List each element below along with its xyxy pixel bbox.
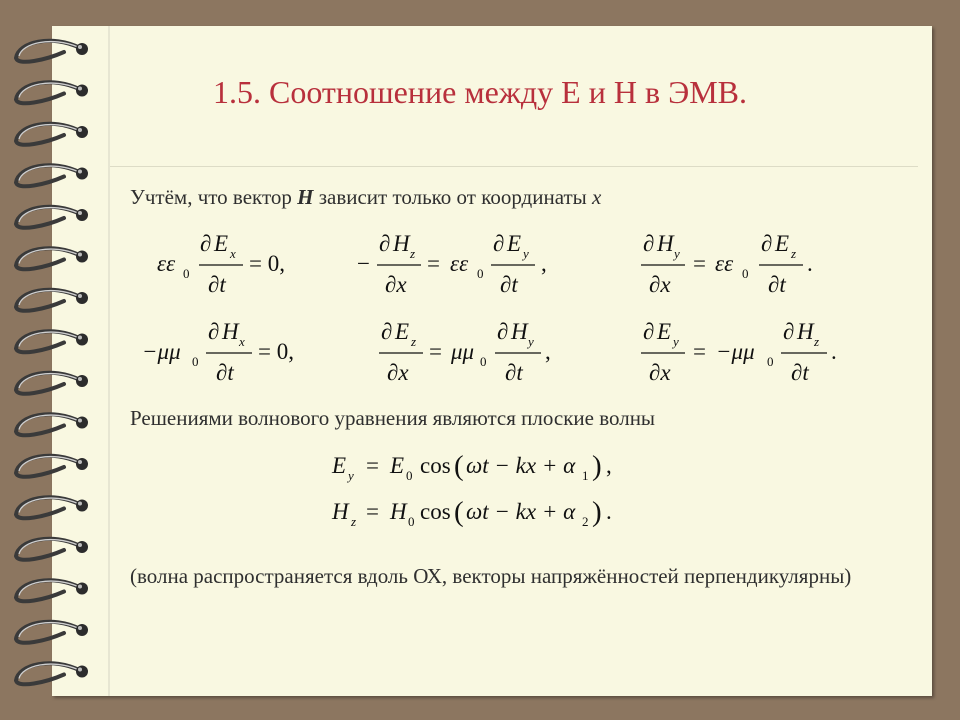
binding-ring [16,414,88,435]
svg-text:1: 1 [582,468,589,483]
svg-text:∂: ∂ [493,231,505,256]
binding-ring [16,622,88,643]
binding-ring [16,248,88,269]
svg-text:0: 0 [742,266,749,281]
svg-text:E: E [657,319,672,344]
svg-text:E: E [507,231,522,256]
svg-text:2: 2 [582,514,589,529]
svg-text:∂x: ∂x [385,272,407,297]
svg-text:∂: ∂ [643,319,655,344]
binding-ring [16,290,88,311]
svg-text:H: H [657,231,674,256]
svg-text:x: x [230,246,236,261]
svg-text:E: E [775,231,790,256]
svg-text:−μμ: −μμ [142,339,181,364]
svg-text:y: y [674,246,680,261]
svg-text:ωt − kx + α: ωt − kx + α [466,453,576,478]
svg-text:z: z [410,246,416,261]
svg-text:∂t: ∂t [216,360,234,385]
svg-text:y: y [348,468,354,483]
slide-title: 1.5. Соотношение между Е и Н в ЭМВ. [213,74,747,110]
svg-text:.: . [606,499,612,524]
svg-text:H: H [393,231,410,256]
svg-text:εε: εε [157,251,176,276]
svg-text:,: , [606,453,612,478]
binding-ring [16,41,88,62]
equation-6 [637,316,847,388]
svg-text:y: y [673,334,679,349]
svg-text:(: ( [454,496,464,528]
svg-text:εε: εε [715,251,734,276]
svg-text:E: E [214,231,229,256]
svg-text:= 0,: = 0, [258,339,294,364]
svg-text:z: z [411,334,417,349]
svg-text:z: z [351,514,357,529]
intro-text-rest: зависит только от координаты [313,185,593,209]
svg-text:∂t: ∂t [791,360,809,385]
svg-text:μμ: μμ [451,339,475,364]
svg-text:=: = [693,251,706,276]
svg-text:z: z [791,246,797,261]
svg-text:∂t: ∂t [768,272,786,297]
svg-text:): ) [592,496,602,528]
svg-text:∂x: ∂x [649,360,671,385]
svg-text:∂: ∂ [208,319,220,344]
svg-text:H: H [511,319,528,344]
svg-text:∂: ∂ [379,231,391,256]
binding-ring [16,456,88,477]
svg-text:∂t: ∂t [505,360,523,385]
binding-ring [16,580,88,601]
intro-text-start: Учтём, что вектор [130,185,298,209]
equation-1 [155,228,315,300]
svg-text:∂x: ∂x [387,360,409,385]
svg-text:0: 0 [406,468,413,483]
equation-5 [375,316,575,388]
title-divider [110,166,918,167]
binding-ring [16,373,88,394]
equation-4 [140,316,315,388]
svg-text:0: 0 [408,514,415,529]
svg-text:−μμ: −μμ [716,339,755,364]
svg-text:,: , [545,339,551,364]
svg-text:0: 0 [192,354,199,369]
svg-text:y: y [523,246,529,261]
svg-text:H: H [332,499,349,524]
svg-text:= 0,: = 0, [249,251,285,276]
svg-text:=: = [427,251,440,276]
waves-intro-text: Решениями волнового уравнения являются плоские волны [130,406,656,430]
binding-ring [16,497,88,518]
svg-text:−: − [357,251,370,276]
svg-text:.: . [807,251,813,276]
binding-ring [16,331,88,352]
svg-text:cos: cos [420,499,451,524]
binding-ring [16,165,88,186]
binding-ring [16,663,88,684]
svg-text:0: 0 [477,266,484,281]
equation-2 [355,228,565,300]
svg-text:H: H [797,319,814,344]
svg-text:∂: ∂ [381,319,393,344]
svg-text:x: x [239,334,245,349]
intro-text [130,185,601,210]
svg-text:=: = [693,339,706,364]
svg-text:∂: ∂ [643,231,655,256]
svg-text:ωt − kx + α: ωt − kx + α [466,499,576,524]
svg-text:0: 0 [767,354,774,369]
svg-text:,: , [541,251,547,276]
svg-text:∂: ∂ [761,231,773,256]
svg-text:E: E [390,453,405,478]
binding-ring [16,539,88,560]
binding-ring [16,207,88,228]
note-text: (волна распространяется вдоль ОХ, векторы напряжённостей перпендикулярны) [130,564,852,588]
svg-text:cos: cos [420,453,451,478]
svg-text:∂: ∂ [200,231,212,256]
svg-text:∂: ∂ [783,319,795,344]
svg-text:0: 0 [480,354,487,369]
svg-text:=: = [429,339,442,364]
svg-text:=: = [366,499,379,524]
intro-coordinate: x [592,185,602,209]
svg-text:(: ( [454,450,464,482]
svg-text:∂: ∂ [497,319,509,344]
wave-equation-h [330,491,640,533]
svg-text:0: 0 [183,266,190,281]
svg-text:=: = [366,453,379,478]
wave-equation-e [330,445,640,487]
svg-text:H: H [222,319,239,344]
intro-vector-h: H [297,185,314,209]
svg-text:E: E [395,319,410,344]
binding-ring [16,124,88,145]
svg-text:∂t: ∂t [500,272,518,297]
svg-text:H: H [390,499,407,524]
svg-text:E: E [332,453,347,478]
svg-text:.: . [831,339,837,364]
svg-text:∂x: ∂x [649,272,671,297]
equation-3 [637,228,837,300]
svg-text:εε: εε [450,251,469,276]
svg-text:∂t: ∂t [208,272,226,297]
svg-text:): ) [592,450,602,482]
svg-text:z: z [814,334,820,349]
svg-text:y: y [528,334,534,349]
